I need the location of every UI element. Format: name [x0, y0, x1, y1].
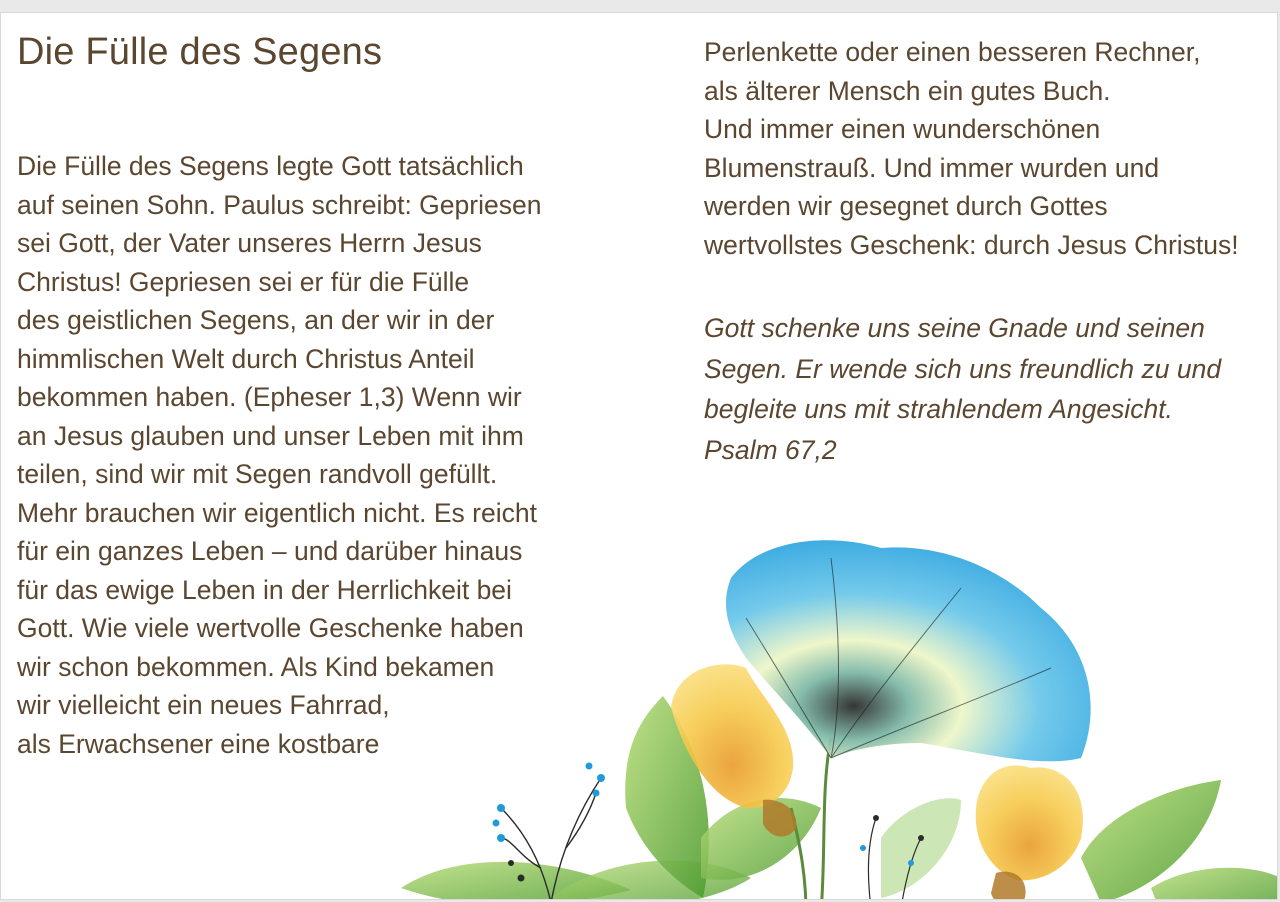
text-line: für ein ganzes Leben – und darüber hinaus	[17, 536, 523, 566]
text-line: Und immer einen wunderschönen	[704, 114, 1101, 144]
text-line: Christus! Gepriesen sei er für die Fülle	[17, 266, 470, 297]
book-page	[0, 12, 1278, 900]
text-line: teilen, sind wir mit Segen randvoll gefüllt.	[17, 459, 498, 489]
right-column-text	[704, 33, 1239, 264]
text-line: des geistlichen Segens, an der wir in der	[17, 305, 495, 335]
text-line: wir schon bekommen. Als Kind bekamen	[17, 651, 495, 682]
text-line: für das ewige Leben in der Herrlichkeit bei	[17, 574, 512, 605]
quote-reference: Psalm 67,2	[704, 434, 837, 465]
scripture-quote	[704, 308, 1221, 470]
stem	[821, 738, 831, 900]
leaf-shape	[1151, 868, 1278, 900]
quote-line: begleite uns mit strahlendem Angesicht.	[704, 394, 1173, 424]
watercolor-flowers-illustration	[401, 518, 1278, 900]
text-line: Blumenstrauß. Und immer wurden und	[704, 152, 1160, 183]
leaf-shape	[881, 798, 961, 898]
text-line: als älterer Mensch ein gutes Buch.	[704, 75, 1111, 106]
berries	[493, 763, 606, 882]
quote-line: Segen. Er wende sich uns freundlich zu und	[704, 353, 1222, 384]
text-line: Perlenkette oder einen besseren Rechner,	[704, 37, 1201, 67]
text-line: als Erwachsener eine kostbare	[17, 728, 380, 759]
text-line: wir vielleicht ein neues Fahrrad,	[17, 690, 390, 720]
text-line: werden wir gesegnet durch Gottes	[704, 191, 1108, 221]
text-line: Gott. Wie viele wertvolle Geschenke haben	[17, 613, 524, 643]
text-line: bekommen haben. (Epheser 1,3) Wenn wir	[17, 382, 522, 412]
quote-line: Gott schenke uns seine Gnade und seinen	[704, 313, 1205, 343]
text-line: sei Gott, der Vater unseres Herrn Jesus	[17, 228, 482, 258]
page-title: Die Fülle des Segens	[17, 31, 383, 73]
text-line: an Jesus glauben und unser Leben mit ihm	[17, 420, 524, 451]
text-line: Die Fülle des Segens legte Gott tatsächlich	[17, 151, 524, 181]
text-line: Mehr brauchen wir eigentlich nicht. Es reicht	[17, 497, 537, 528]
text-line: auf seinen Sohn. Paulus schreibt: Gepriesen	[17, 189, 542, 220]
text-line: wertvollstes Geschenk: durch Jesus Christus!	[704, 229, 1239, 260]
yellow-flower	[976, 765, 1083, 880]
text-line: himmlischen Welt durch Christus Anteil	[17, 343, 475, 374]
